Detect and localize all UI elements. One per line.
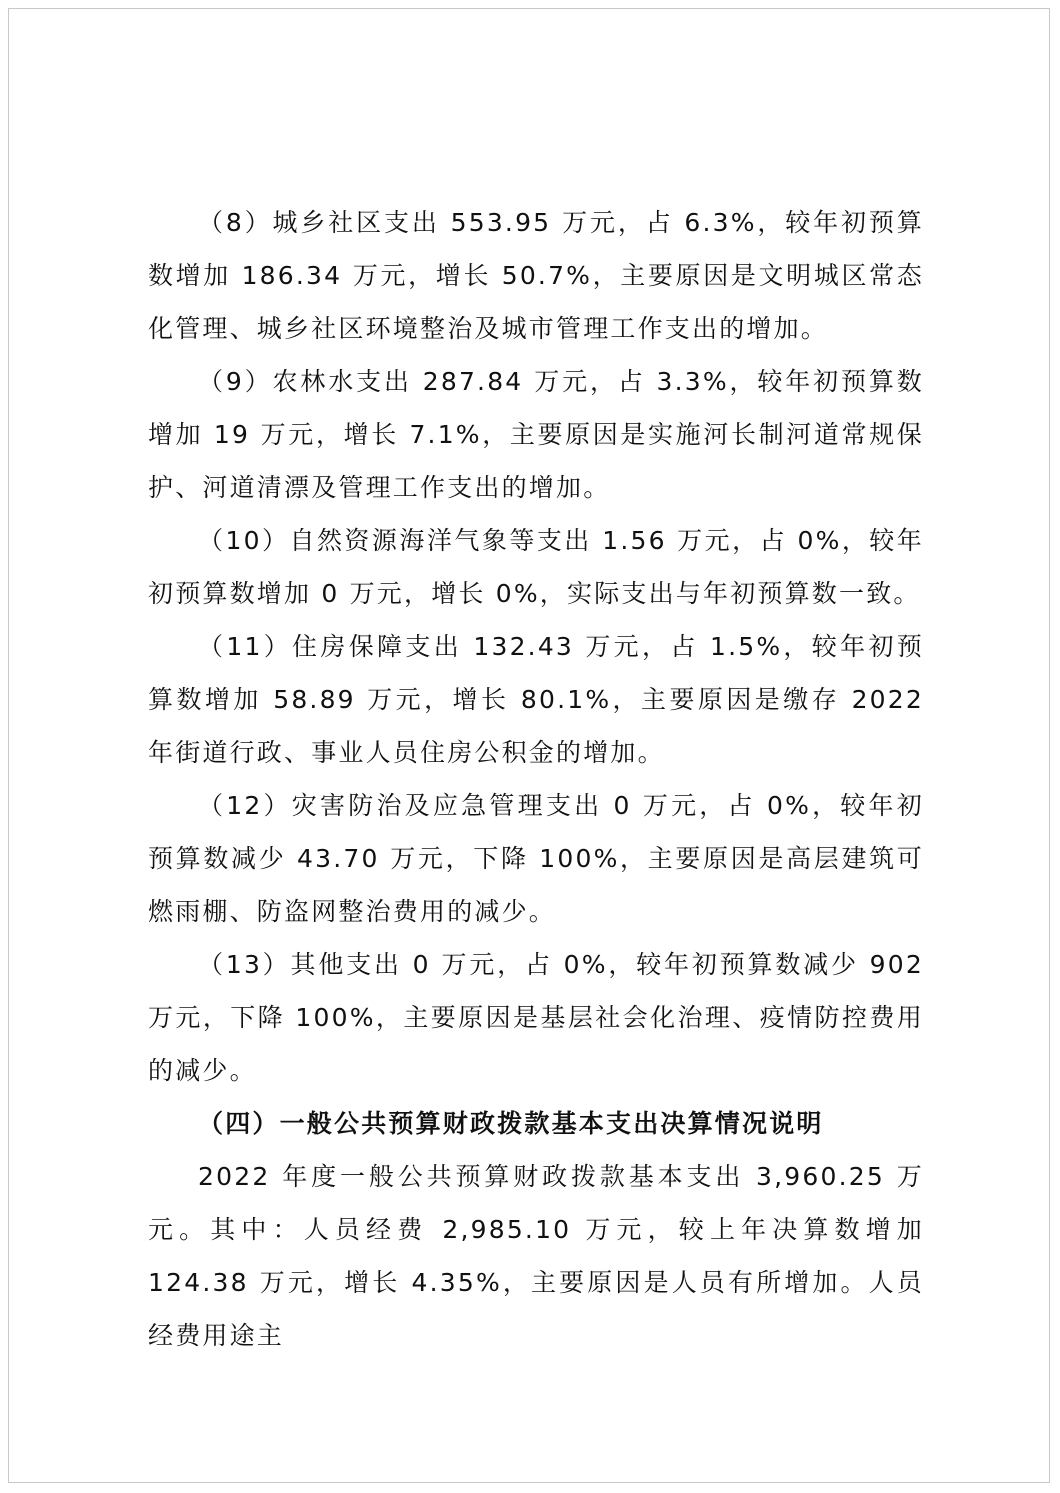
paragraph-basic-expenditure: 2022 年度一般公共预算财政拨款基本支出 3,960.25 万元。其中：人员经费 2,985.10 万元，较上年决算数增加 124.38 万元，增长 4.35%，主要原因是人员有所增加。人员经费用途主 — [148, 1162, 924, 1350]
paragraph-housing-security: （11）住房保障支出 132.43 万元，占 1.5%，较年初预算数增加 58.89 万元，增长 80.1%，主要原因是缴存 2022 年街道行政、事业人员住房公积金的增加。 — [148, 632, 924, 767]
paragraph-agriculture-forestry-water: （9）农林水支出 287.84 万元，占 3.3%，较年初预算数增加 19 万元，增长 7.1%，主要原因是实施河长制河道常规保护、河道清漂及管理工作支出的增加。 — [148, 367, 924, 502]
paragraph-other-expenditure: （13）其他支出 0 万元，占 0%，较年初预算数减少 902 万元，下降 100%，主要原因是基层社会化治理、疫情防控费用的减少。 — [148, 950, 924, 1085]
paragraph-natural-resources: （10）自然资源海洋气象等支出 1.56 万元，占 0%，较年初预算数增加 0 万元，增长 0%，实际支出与年初预算数一致。 — [148, 526, 924, 608]
paragraph-disaster-prevention: （12）灾害防治及应急管理支出 0 万元，占 0%，较年初预算数减少 43.70 万元，下降 100%，主要原因是高层建筑可燃雨棚、防盗网整治费用的减少。 — [148, 791, 924, 926]
paragraph-urban-rural-community: （8）城乡社区支出 553.95 万元，占 6.3%，较年初预算数增加 186.34 万元，增长 50.7%，主要原因是文明城区常态化管理、城乡社区环境整治及城市管理工作支出的增加。 — [148, 208, 924, 343]
document-body — [148, 196, 924, 1362]
section-heading: （四）一般公共预算财政拨款基本支出决算情况说明 — [198, 1109, 824, 1138]
